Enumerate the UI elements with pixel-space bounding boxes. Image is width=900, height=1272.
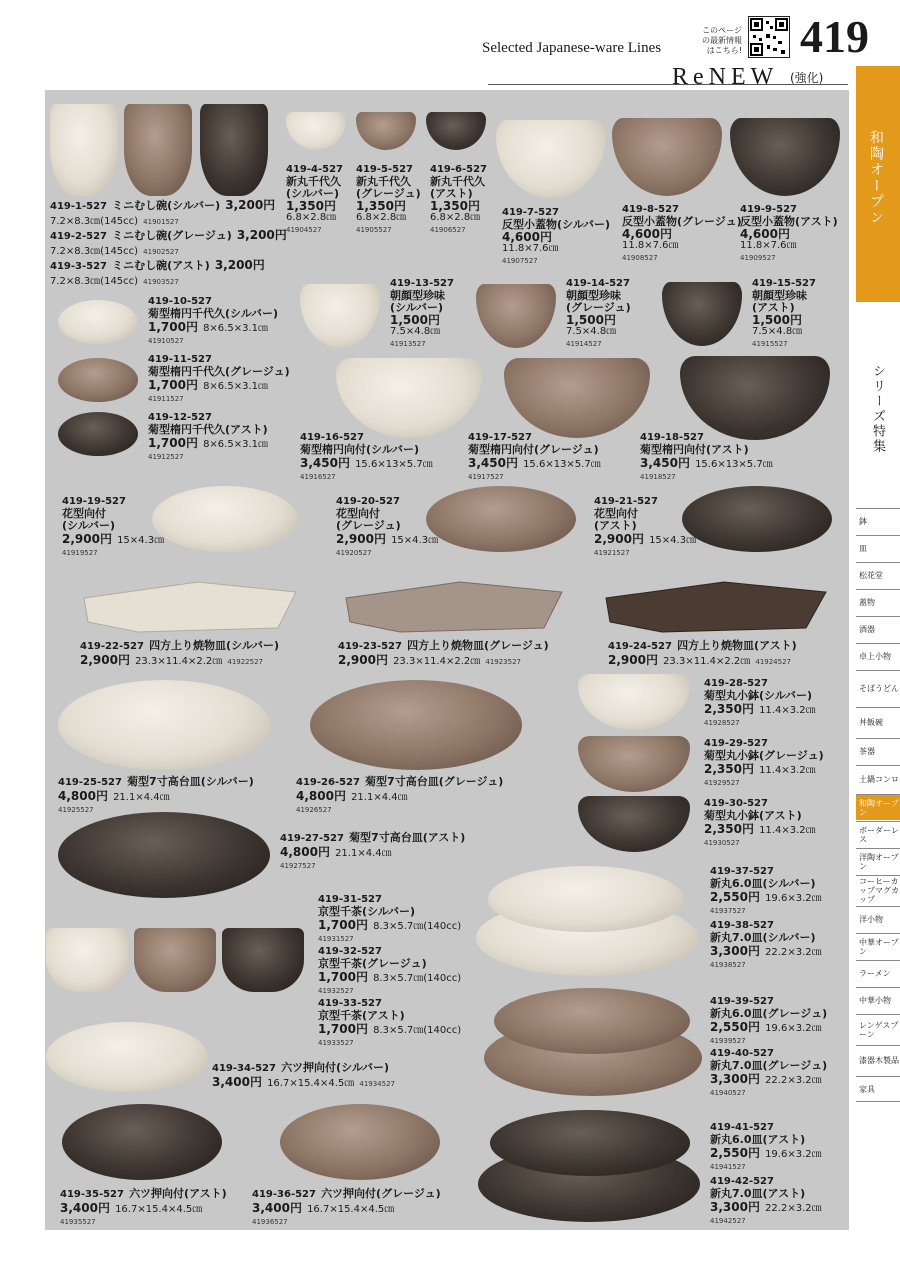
product-name: 新丸千代久 [430,175,485,188]
product-price: 3,300円 [710,1072,760,1086]
product-name: 京型千茶(アスト) [318,1009,405,1022]
product-jan: 41919527 [62,549,98,557]
product-dims: 11.8×7.6㎝ [622,240,679,251]
product-price: 1,350円 [286,199,336,213]
product-image[interactable] [58,358,138,402]
nav-item[interactable]: 家具 [856,1076,900,1102]
product-name: 新丸7.0皿(アスト) [710,1187,806,1200]
product-code: 419-32-527 [318,946,382,957]
product-code: 419-6-527 [430,164,488,175]
product-dims: 16.7×15.4×4.5㎝ [307,1204,395,1215]
product-price: 1,700円 [318,918,368,932]
product-dims: 11.8×7.6㎝ [502,243,559,254]
product-dims: 15.6×13×5.7㎝ [355,459,433,470]
product-image[interactable] [46,1022,208,1092]
product-code: 419-10-527 [148,296,212,307]
product-dims: 23.3×11.4×2.2㎝ [393,656,481,667]
product-price: 2,550円 [710,890,760,904]
product-code: 419-42-527 [710,1176,774,1187]
product-code: 419-40-527 [710,1048,774,1059]
nav-item[interactable]: 蓋物 [856,589,900,615]
nav-item[interactable]: コーヒーカップマグカップ [856,875,900,905]
product-dims: 8×6.5×3.1㎝ [203,381,268,392]
product-price: 4,600円 [622,227,672,241]
product-code: 419-15-527 [752,278,816,289]
product-jan: 41925527 [58,806,94,814]
product-code: 419-36-527 [252,1189,316,1200]
product-image[interactable] [50,104,118,196]
product-price: 2,900円 [336,532,386,546]
product-image[interactable] [152,486,298,552]
product-name: 新丸千代久 [356,175,411,188]
product-name: 菊型楕円千代久(シルバー) [148,307,279,320]
product-name: 四方上り焼物皿(アスト) [677,639,797,652]
product-image[interactable] [222,928,304,992]
nav-item[interactable]: 酒器 [856,616,900,642]
product-dims: 15×4.3㎝ [117,535,165,546]
nav-item[interactable]: 中華小物 [856,987,900,1013]
product-name: 花型向付 [336,507,380,520]
product-code: 419-8-527 [622,204,680,215]
product-name: (シルバー) [286,187,340,200]
product-name: 菊型丸小鉢(シルバー) [704,689,813,702]
product-image[interactable] [310,680,522,770]
product-dims: 21.1×4.4㎝ [351,792,408,803]
product-jan: 41916527 [300,473,336,481]
product-name: (グレージュ) [566,301,631,314]
product-code: 419-2-527 [50,231,108,242]
product-price: 2,900円 [62,532,112,546]
product-name: 新丸千代久 [286,175,341,188]
product-name: 四方上り焼物皿(シルバー) [149,639,280,652]
product-code: 419-29-527 [704,738,768,749]
product-price: 1,700円 [318,1022,368,1036]
product-image[interactable] [78,578,302,634]
qr-note: このページの最新情報はこちら! [702,26,742,55]
product-code: 419-17-527 [468,432,532,443]
product-name: 新丸6.0皿(シルバー) [710,877,816,890]
product-price: 3,450円 [468,456,518,470]
product-dims: 11.4×3.2㎝ [759,705,816,716]
product-name: 京型千茶(シルバー) [318,905,416,918]
product-jan: 41908527 [622,254,658,262]
product-price: 3,400円 [212,1075,262,1089]
product-jan: 41935527 [60,1218,96,1226]
nav-item[interactable]: そばうどん [856,670,900,706]
product-dims: 11.4×3.2㎝ [759,825,816,836]
product-code: 419-1-527 [50,201,108,212]
product-code: 419-26-527 [296,777,360,788]
nav-item[interactable]: レンゲスプーン [856,1014,900,1044]
product-name: (グレージュ) [356,187,421,200]
product-price: 1,700円 [148,320,198,334]
product-jan: 41914527 [566,340,602,348]
product-image[interactable] [46,928,128,992]
product-name: 朝顔型珍味 [566,289,621,302]
product-image[interactable] [200,104,268,196]
product-name: 四方上り焼物皿(グレージュ) [407,639,549,652]
product-jan: 41917527 [468,473,504,481]
product-price: 1,500円 [390,313,440,327]
product-price: 3,400円 [60,1201,110,1215]
product-price: 3,400円 [252,1201,302,1215]
product-code: 419-41-527 [710,1122,774,1133]
product-jan: 41941527 [710,1163,746,1171]
product-price: 3,300円 [710,944,760,958]
product-dims: 19.6×3.2㎝ [765,893,822,904]
product-name: 朝顔型珍味 [752,289,807,302]
product-name: 反型小蓋物(シルバー) [502,218,611,231]
product-price: 2,350円 [704,762,754,776]
product-jan: 41933527 [318,1039,354,1047]
product-price: 4,600円 [502,230,552,244]
product-code: 419-23-527 [338,641,402,652]
nav-item[interactable]: 茶器 [856,738,900,764]
product-jan: 41902527 [143,248,179,256]
product-jan: 41904527 [286,226,322,234]
product-price: 2,900円 [608,653,658,667]
nav-item[interactable]: ラーメン [856,960,900,986]
product-code: 419-28-527 [704,678,768,689]
product-code: 419-11-527 [148,354,212,365]
nav-item[interactable]: 丼飯碗 [856,707,900,737]
nav-item[interactable]: 洋小物 [856,906,900,932]
product-name: ミニむし碗(シルバー) [112,199,221,212]
product-name: (グレージュ) [336,519,401,532]
nav-item[interactable]: 中華オープン [856,933,900,959]
product-price: 1,500円 [566,313,616,327]
product-jan: 41928527 [704,719,740,727]
product-image[interactable] [58,812,270,898]
product-image[interactable] [426,486,576,552]
product-jan: 41938527 [710,961,746,969]
product-jan: 41911527 [148,395,184,403]
product-jan: 41906527 [430,226,466,234]
product-price: 2,900円 [338,653,388,667]
product-dims: 8.3×5.7㎝(140cc) [373,1025,462,1036]
product-price: 1,700円 [148,436,198,450]
product-code: 419-22-527 [80,641,144,652]
nav-item-active[interactable]: 和陶オープン [856,794,900,820]
product-code: 419-16-527 [300,432,364,443]
product-dims: 7.2×8.3㎝(145cc) [50,246,139,257]
product-name: (シルバー) [62,519,116,532]
product-price: 1,700円 [318,970,368,984]
product-code: 419-4-527 [286,164,344,175]
product-jan: 41932527 [318,987,354,995]
product-price: 4,800円 [280,845,330,859]
product-code: 419-13-527 [390,278,454,289]
product-name: 京型千茶(グレージュ) [318,957,427,970]
product-name: 反型小蓋物(グレージュ) [622,215,742,228]
product-name: 新丸7.0皿(グレージュ) [710,1059,828,1072]
product-name: 菊型楕円向付(グレージュ) [468,443,599,456]
product-code: 419-19-527 [62,496,126,507]
product-name: 新丸7.0皿(シルバー) [710,931,816,944]
product-name: 菊型楕円向付(アスト) [640,443,749,456]
product-price: 1,350円 [356,199,406,213]
product-dims: 15.6×13×5.7㎝ [523,459,601,470]
product-image[interactable] [340,578,568,634]
product-name: (アスト) [752,301,795,314]
product-dims: 7.5×4.8㎝ [752,326,803,337]
product-price: 3,300円 [710,1200,760,1214]
product-dims: 6.8×2.8㎝ [286,212,337,223]
product-jan: 41921527 [594,549,630,557]
product-price: 2,550円 [710,1146,760,1160]
product-dims: 7.2×8.3㎝(145cc) [50,276,139,287]
product-dims: 22.2×3.2㎝ [765,947,822,958]
nav-item[interactable]: 洋陶オープン [856,848,900,874]
product-name: (シルバー) [390,301,444,314]
product-jan: 41912527 [148,453,184,461]
product-dims: 21.1×4.4㎝ [335,848,392,859]
product-jan: 41942527 [710,1217,746,1225]
product-code: 419-12-527 [148,412,212,423]
product-image[interactable] [134,928,216,992]
category-tab-label: 和陶オープン [868,130,884,226]
product-price: 2,550円 [710,1020,760,1034]
product-name: 花型向付 [62,507,106,520]
product-dims: 19.6×3.2㎝ [765,1149,822,1160]
product-dims: 8×6.5×3.1㎝ [203,323,268,334]
product-image[interactable] [600,578,832,634]
product-name: 菊型楕円向付(シルバー) [300,443,420,456]
product-name: 朝顔型珍味 [390,289,445,302]
product-name: (アスト) [430,187,473,200]
product-dims: 11.4×3.2㎝ [759,765,816,776]
product-jan: 41926527 [296,806,332,814]
product-dims: 19.6×3.2㎝ [765,1023,822,1034]
product-dims: 6.8×2.8㎝ [430,212,481,223]
product-image[interactable] [280,1104,440,1180]
product-dims: 8×6.5×3.1㎝ [203,439,268,450]
product-code: 419-31-527 [318,894,382,905]
product-image[interactable] [62,1104,222,1180]
product-name: 菊型7寸高台皿(シルバー) [127,775,254,788]
product-price: 1,500円 [752,313,802,327]
product-image[interactable] [58,412,138,456]
product-code: 419-20-527 [336,496,400,507]
product-name: 花型向付 [594,507,638,520]
product-jan: 41901527 [143,218,179,226]
product-code: 419-39-527 [710,996,774,1007]
product-jan: 41931527 [318,935,354,943]
nav-item[interactable]: 松花堂 [856,562,900,588]
product-jan: 41918527 [640,473,676,481]
product-name: 六ツ押向付(グレージュ) [321,1187,441,1200]
product-dims: 22.2×3.2㎝ [765,1075,822,1086]
product-name: 菊型丸小鉢(アスト) [704,809,802,822]
product-code: 419-27-527 [280,833,344,844]
nav-item[interactable]: 漆器木製品 [856,1045,900,1075]
product-image[interactable] [682,486,832,552]
product-dims: 7.5×4.8㎝ [566,326,617,337]
product-dims: 15.6×13×5.7㎝ [695,459,773,470]
product-jan: 41907527 [502,257,538,265]
page-number: 419 [800,11,869,62]
product-dims: 15×4.3㎝ [649,535,697,546]
product-name: 菊型丸小鉢(グレージュ) [704,749,824,762]
product-dims: 21.1×4.4㎝ [113,792,170,803]
product-dims: 11.8×7.6㎝ [740,240,797,251]
product-jan: 41910527 [148,337,184,345]
product-name: 菊型楕円千代久(アスト) [148,423,268,436]
product-dims: 15×4.3㎝ [391,535,439,546]
product-jan: 41903527 [143,278,179,286]
nav-item[interactable]: ボーダーレス [856,821,900,847]
product-name: 新丸6.0皿(グレージュ) [710,1007,828,1020]
nav-item[interactable]: 皿 [856,535,900,561]
product-dims: 7.2×8.3㎝(145cc) [50,216,139,227]
product-dims: 22.2×3.2㎝ [765,1203,822,1214]
product-code: 419-7-527 [502,207,560,218]
product-price: 2,900円 [80,653,130,667]
series-subtitle: (強化) [790,71,824,85]
product-jan: 41934527 [359,1080,395,1088]
product-name: ミニむし碗(グレージュ) [112,229,232,242]
product-jan: 41913527 [390,340,426,348]
product-code: 419-38-527 [710,920,774,931]
product-code: 419-33-527 [318,998,382,1009]
nav-item[interactable]: 鉢 [856,508,900,534]
product-price: 1,700円 [148,378,198,392]
product-name: 菊型楕円千代久(グレージュ) [148,365,290,378]
product-name: (アスト) [594,519,637,532]
product-jan: 41922527 [227,658,263,666]
product-jan: 41915527 [752,340,788,348]
nav-item[interactable]: 卓上小物 [856,643,900,669]
product-price: 3,450円 [640,456,690,470]
nav-item[interactable]: 土鍋コンロ [856,765,900,793]
product-name: 菊型7寸高台皿(アスト) [349,831,466,844]
product-jan: 41923527 [485,658,521,666]
product-image[interactable] [494,988,690,1054]
series-title: ReNEW [672,64,779,90]
product-price: 4,600円 [740,227,790,241]
product-jan: 41940527 [710,1089,746,1097]
product-image[interactable] [490,1110,690,1176]
product-jan: 41927527 [280,862,316,870]
product-jan: 41939527 [710,1037,746,1045]
product-price: 3,450円 [300,456,350,470]
product-image[interactable] [124,104,192,196]
product-code: 419-35-527 [60,1189,124,1200]
qr-code-icon[interactable] [748,16,790,58]
product-code: 419-14-527 [566,278,630,289]
product-dims: 23.3×11.4×2.2㎝ [663,656,751,667]
product-name: ミニむし碗(アスト) [112,259,210,272]
product-jan: 41936527 [252,1218,288,1226]
product-dims: 23.3×11.4×2.2㎝ [135,656,223,667]
product-code: 419-25-527 [58,777,122,788]
product-price: 2,350円 [704,822,754,836]
product-jan: 41937527 [710,907,746,915]
product-price: 2,900円 [594,532,644,546]
product-jan: 41909527 [740,254,776,262]
product-jan: 41920527 [336,549,372,557]
product-code: 419-9-527 [740,204,798,215]
product-dims: 8.3×5.7㎝(140cc) [373,973,462,984]
product-price: 4,800円 [58,789,108,803]
product-code: 419-3-527 [50,261,108,272]
series-feature-label: シリーズ特集 [870,364,885,454]
product-name: 反型小蓋物(アスト) [740,215,838,228]
product-code: 419-5-527 [356,164,414,175]
product-image[interactable] [58,680,270,770]
product-dims: 16.7×15.4×4.5㎝ [267,1078,355,1089]
product-name: 六ツ押向付(シルバー) [281,1061,390,1074]
product-jan: 41929527 [704,779,740,787]
product-name: 新丸6.0皿(アスト) [710,1133,806,1146]
product-image[interactable] [58,300,138,344]
product-code: 419-37-527 [710,866,774,877]
catalog-subtitle: Selected Japanese-ware Lines [482,40,662,56]
product-image[interactable] [488,866,684,932]
product-code: 419-24-527 [608,641,672,652]
product-dims: 6.8×2.8㎝ [356,212,407,223]
product-price: 2,350円 [704,702,754,716]
product-price: 4,800円 [296,789,346,803]
product-price: 3,200円 [214,258,265,272]
product-dims: 7.5×4.8㎝ [390,326,441,337]
product-jan: 41905527 [356,226,392,234]
product-code: 419-34-527 [212,1063,276,1074]
product-price: 3,200円 [225,198,276,212]
product-price: 3,200円 [236,228,287,242]
product-dims: 8.3×5.7㎝(140cc) [373,921,462,932]
product-name: 菊型7寸高台皿(グレージュ) [365,775,504,788]
product-code: 419-21-527 [594,496,658,507]
product-dims: 16.7×15.4×4.5㎝ [115,1204,203,1215]
product-code: 419-18-527 [640,432,704,443]
product-jan: 41930527 [704,839,740,847]
product-name: 六ツ押向付(アスト) [129,1187,227,1200]
product-code: 419-30-527 [704,798,768,809]
product-jan: 41924527 [755,658,791,666]
product-price: 1,350円 [430,199,480,213]
